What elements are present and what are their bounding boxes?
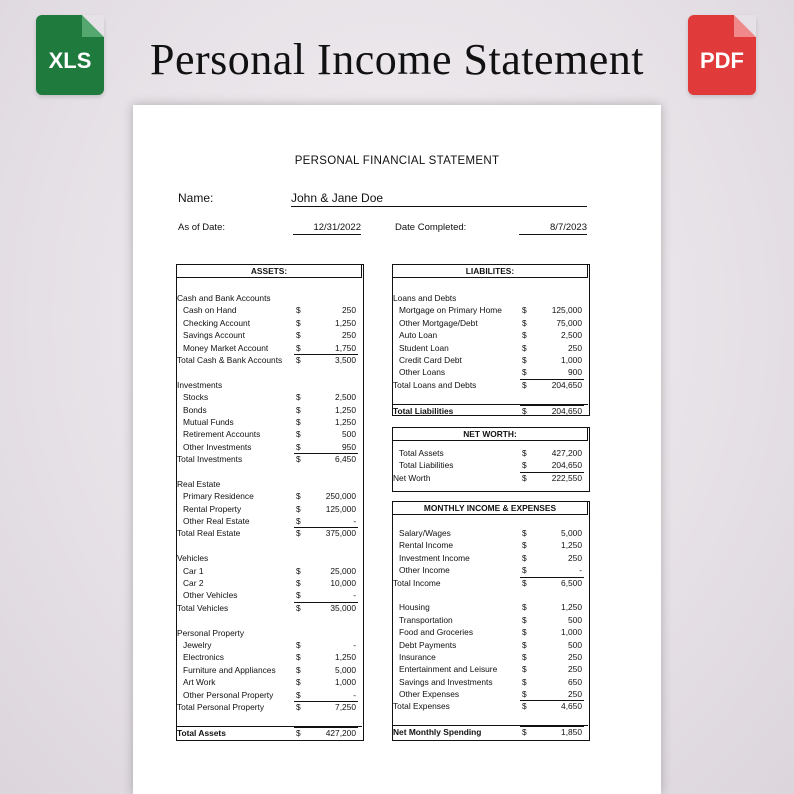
row-label: Furniture and Appliances xyxy=(183,664,276,675)
row-amount: 25,000 xyxy=(330,565,356,576)
row-label: Total Income xyxy=(393,577,441,588)
row-amount: 125,000 xyxy=(551,305,582,316)
row-amount: 500 xyxy=(342,429,356,440)
row-label: Bonds xyxy=(183,404,207,415)
row-amount: 35,000 xyxy=(330,602,356,613)
dollar-sign: $ xyxy=(296,454,301,465)
row-amount: 500 xyxy=(568,614,582,625)
row-label: Personal Property xyxy=(177,627,245,638)
as-of-date-label: As of Date: xyxy=(178,222,225,233)
dollar-sign: $ xyxy=(522,577,527,588)
row-label: Vehicles xyxy=(177,553,209,564)
dollar-sign: $ xyxy=(296,317,301,328)
dollar-sign: $ xyxy=(522,651,527,662)
net-worth-heading: NET WORTH: xyxy=(392,427,588,441)
row-label: Car 2 xyxy=(183,577,204,588)
dollar-sign: $ xyxy=(522,305,527,316)
row-label: Loans and Debts xyxy=(393,293,457,303)
dollar-sign: $ xyxy=(522,639,527,650)
dollar-sign: $ xyxy=(522,664,527,675)
dollar-sign: $ xyxy=(522,602,527,613)
row-label: Other Personal Property xyxy=(183,689,274,700)
row-label: Net Worth xyxy=(393,472,431,483)
row-label: Investments xyxy=(177,379,223,390)
row-amount: 1,000 xyxy=(561,627,582,638)
row-label: Car 1 xyxy=(183,565,204,576)
row-label: Jewelry xyxy=(183,639,212,650)
row-label: Total Assets xyxy=(399,448,444,458)
row-label: Rental Income xyxy=(399,540,453,551)
dollar-sign: $ xyxy=(522,701,527,712)
row-amount: 500 xyxy=(568,639,582,650)
row-label: Total Personal Property xyxy=(177,701,265,712)
dollar-sign: $ xyxy=(522,565,527,576)
row-label: Rental Property xyxy=(183,503,242,514)
as-of-date-value: 12/31/2022 xyxy=(293,222,361,235)
row-label: Stocks xyxy=(183,392,209,403)
dollar-sign: $ xyxy=(296,677,301,688)
row-label: Total Investments xyxy=(177,454,243,465)
row-label: Housing xyxy=(399,602,430,613)
row-label: Debt Payments xyxy=(399,639,457,650)
dollar-sign: $ xyxy=(522,676,527,687)
monthly-heading: MONTHLY INCOME & EXPENSES xyxy=(392,501,588,515)
dollar-sign: $ xyxy=(522,317,527,328)
row-amount: 5,000 xyxy=(335,664,356,675)
row-label: Other Investments xyxy=(183,441,252,452)
dollar-sign: $ xyxy=(522,460,527,471)
row-label: Other Income xyxy=(399,565,450,576)
row-amount: 250 xyxy=(568,664,582,675)
row-label: Transportation xyxy=(399,614,453,625)
dollar-sign: $ xyxy=(522,727,527,738)
dollar-sign: $ xyxy=(522,540,527,551)
row-label: Insurance xyxy=(399,651,436,662)
row-label: Cash and Bank Accounts xyxy=(177,293,271,303)
row-label: Total Assets xyxy=(177,727,226,738)
dollar-sign: $ xyxy=(522,448,527,458)
row-amount: 1,250 xyxy=(335,317,356,328)
row-amount: 250 xyxy=(568,552,582,563)
row-amount: - xyxy=(353,689,356,700)
dollar-sign: $ xyxy=(296,639,301,650)
dollar-sign: $ xyxy=(522,627,527,638)
row-amount: 250 xyxy=(342,330,356,341)
row-amount: 427,200 xyxy=(325,727,356,738)
row-label: Total Vehicles xyxy=(177,602,229,613)
dollar-sign: $ xyxy=(296,342,301,353)
assets-border xyxy=(176,264,364,741)
dollar-sign: $ xyxy=(296,528,301,539)
row-amount: 125,000 xyxy=(325,503,356,514)
row-amount: 3,500 xyxy=(335,354,356,365)
row-label: Checking Account xyxy=(183,317,251,328)
row-label: Electronics xyxy=(183,652,224,663)
row-label: Credit Card Debt xyxy=(399,354,462,365)
row-amount: 1,250 xyxy=(561,540,582,551)
row-label: Other Vehicles xyxy=(183,590,238,601)
monthly-border xyxy=(392,501,590,741)
row-label: Other Mortgage/Debt xyxy=(399,317,478,328)
dollar-sign: $ xyxy=(296,330,301,341)
row-label: Retirement Accounts xyxy=(183,429,261,440)
row-amount: 5,000 xyxy=(561,528,582,538)
row-amount: 10,000 xyxy=(330,577,356,588)
row-amount: 7,250 xyxy=(335,701,356,712)
dollar-sign: $ xyxy=(522,528,527,538)
row-label: Real Estate xyxy=(177,478,221,489)
dollar-sign: $ xyxy=(296,727,301,738)
dollar-sign: $ xyxy=(296,516,301,527)
row-amount: 204,650 xyxy=(551,379,582,390)
dollar-sign: $ xyxy=(296,664,301,675)
dollar-sign: $ xyxy=(296,701,301,712)
row-label: Mutual Funds xyxy=(183,416,234,427)
row-amount: 900 xyxy=(568,367,582,378)
row-amount: 204,650 xyxy=(551,405,582,416)
row-label: Total Liabilities xyxy=(399,460,454,471)
row-label: Total Cash & Bank Accounts xyxy=(177,354,283,365)
dollar-sign: $ xyxy=(296,429,301,440)
dollar-sign: $ xyxy=(522,689,527,700)
dollar-sign: $ xyxy=(522,472,527,483)
name-value: John & Jane Doe xyxy=(291,191,587,207)
xls-label: XLS xyxy=(48,48,92,73)
row-amount: 1,250 xyxy=(335,404,356,415)
row-label: Salary/Wages xyxy=(399,528,451,538)
row-label: Entertainment and Leisure xyxy=(399,664,498,675)
dollar-sign: $ xyxy=(296,491,301,502)
row-label: Student Loan xyxy=(399,342,449,353)
row-amount: 1,750 xyxy=(335,342,356,353)
row-amount: 6,500 xyxy=(561,577,582,588)
dollar-sign: $ xyxy=(296,392,301,403)
row-label: Total Real Estate xyxy=(177,528,241,539)
row-amount: 650 xyxy=(568,676,582,687)
dollar-sign: $ xyxy=(296,503,301,514)
row-amount: 6,450 xyxy=(335,454,356,465)
row-amount: 250,000 xyxy=(325,491,356,502)
row-label: Investment Income xyxy=(399,552,470,563)
row-amount: 1,850 xyxy=(561,727,582,738)
row-amount: 250 xyxy=(568,689,582,700)
dollar-sign: $ xyxy=(296,565,301,576)
date-completed-value: 8/7/2023 xyxy=(519,222,587,235)
dollar-sign: $ xyxy=(522,367,527,378)
document-title: PERSONAL FINANCIAL STATEMENT xyxy=(294,155,500,167)
net-worth-border xyxy=(392,427,590,492)
row-amount: 2,500 xyxy=(561,330,582,341)
row-amount: 1,000 xyxy=(561,354,582,365)
dollar-sign: $ xyxy=(296,689,301,700)
row-label: Total Expenses xyxy=(393,701,450,712)
row-amount: 427,200 xyxy=(551,448,582,458)
dollar-sign: $ xyxy=(522,354,527,365)
date-completed-label: Date Completed: xyxy=(395,222,467,233)
name-label: Name: xyxy=(178,191,214,205)
row-label: Money Market Account xyxy=(183,342,269,353)
liabilities-heading: LIABILITES: xyxy=(392,264,588,278)
dollar-sign: $ xyxy=(296,416,301,427)
dollar-sign: $ xyxy=(296,577,301,588)
row-label: Savings and Investments xyxy=(399,676,493,687)
row-label: Total Loans and Debts xyxy=(393,379,477,390)
row-amount: 75,000 xyxy=(556,317,582,328)
pdf-label: PDF xyxy=(700,48,744,73)
row-label: Total Liabilities xyxy=(393,405,454,416)
row-amount: 250 xyxy=(568,342,582,353)
row-label: Food and Groceries xyxy=(399,627,474,638)
dollar-sign: $ xyxy=(522,405,527,416)
row-label: Savings Account xyxy=(183,330,245,341)
assets-heading: ASSETS: xyxy=(176,264,362,278)
pdf-file-icon xyxy=(688,15,756,95)
row-label: Art Work xyxy=(183,677,216,688)
row-amount: 4,650 xyxy=(561,701,582,712)
row-label: Other Loans xyxy=(399,367,446,378)
banner-title: Personal Income Statement xyxy=(150,35,644,84)
row-amount: - xyxy=(353,590,356,601)
statement-page xyxy=(133,105,661,794)
row-amount: - xyxy=(579,565,582,576)
row-label: Auto Loan xyxy=(399,330,438,341)
dollar-sign: $ xyxy=(296,305,301,316)
row-amount: 1,250 xyxy=(335,652,356,663)
row-amount: 1,000 xyxy=(335,677,356,688)
row-amount: 250 xyxy=(342,305,356,316)
row-label: Net Monthly Spending xyxy=(393,727,482,738)
liabilities-border xyxy=(392,264,590,416)
dollar-sign: $ xyxy=(296,602,301,613)
dollar-sign: $ xyxy=(296,354,301,365)
dollar-sign: $ xyxy=(296,441,301,452)
row-amount: 950 xyxy=(342,441,356,452)
dollar-sign: $ xyxy=(522,342,527,353)
row-label: Other Real Estate xyxy=(183,516,250,527)
dollar-sign: $ xyxy=(522,330,527,341)
dollar-sign: $ xyxy=(522,379,527,390)
row-label: Other Expenses xyxy=(399,689,460,700)
row-amount: 222,550 xyxy=(551,472,582,483)
dollar-sign: $ xyxy=(522,614,527,625)
row-label: Primary Residence xyxy=(183,491,254,502)
row-label: Mortgage on Primary Home xyxy=(399,305,502,316)
dollar-sign: $ xyxy=(296,590,301,601)
row-amount: - xyxy=(353,516,356,527)
row-amount: 1,250 xyxy=(335,416,356,427)
row-amount: - xyxy=(353,639,356,650)
dollar-sign: $ xyxy=(296,652,301,663)
row-amount: 1,250 xyxy=(561,602,582,613)
row-amount: 250 xyxy=(568,651,582,662)
row-amount: 2,500 xyxy=(335,392,356,403)
row-amount: 204,650 xyxy=(551,460,582,471)
row-label: Cash on Hand xyxy=(183,305,237,316)
dollar-sign: $ xyxy=(296,404,301,415)
dollar-sign: $ xyxy=(522,552,527,563)
row-amount: 375,000 xyxy=(325,528,356,539)
